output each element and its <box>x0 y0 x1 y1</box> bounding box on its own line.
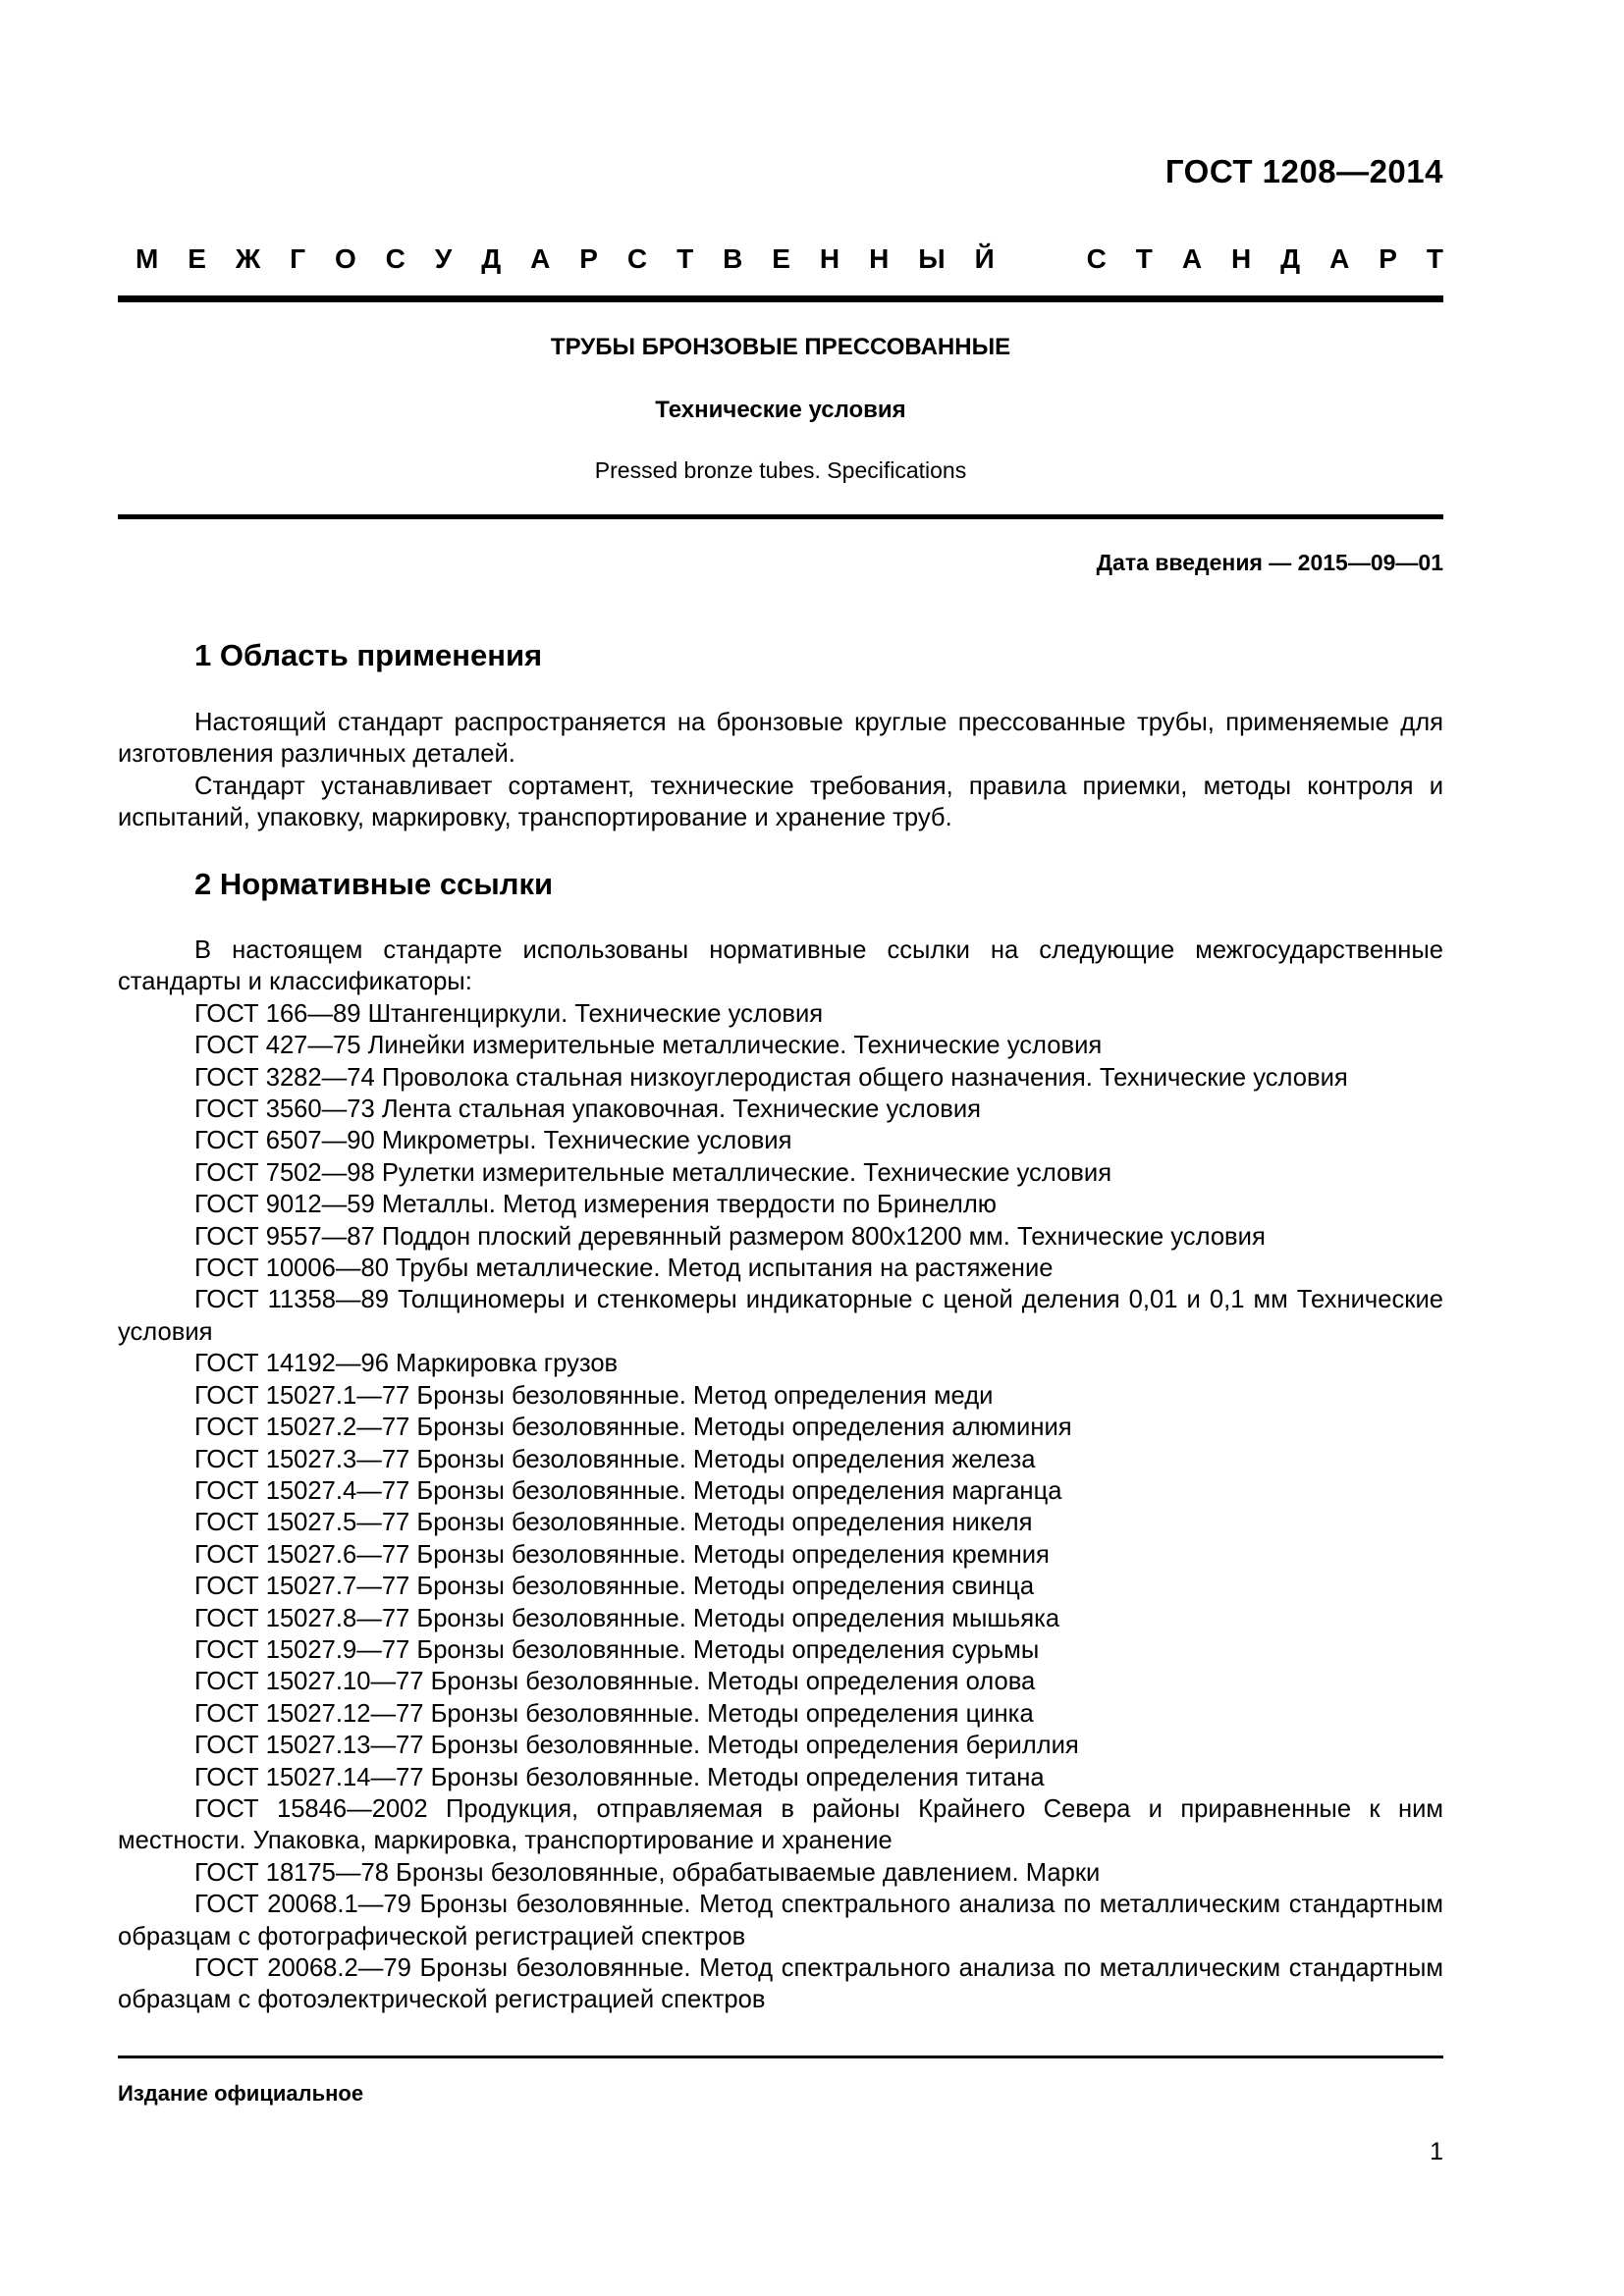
reference-item: ГОСТ 15027.14—77 Бронзы безоловянные. Методы определения титана <box>194 1763 1045 1791</box>
banner-letter: В <box>723 243 743 274</box>
banner-letter: Н <box>869 243 890 274</box>
section-2-heading: 2 Нормативные ссылки <box>194 867 554 901</box>
reference-item: ГОСТ 20068.1—79 Бронзы безоловянные. Метод спектрального анализа по металлическим стандартным образцам с фотографической регистрацией спектров <box>118 1891 1443 1950</box>
banner-letter: Й <box>974 243 995 274</box>
banner-letter: А <box>1329 243 1350 274</box>
standard-code: ГОСТ 1208—2014 <box>1164 153 1443 189</box>
banner-letter: Т <box>677 243 694 274</box>
banner-letter: С <box>1086 243 1107 274</box>
document-title: ТРУБЫ БРОНЗОВЫЕ ПРЕССОВАННЫЕ <box>550 334 1011 360</box>
document-subtitle: Технические условия <box>655 397 906 423</box>
banner-letter: У <box>434 243 453 274</box>
reference-item: ГОСТ 11358—89 Толщиномеры и стенкомеры индикаторные с ценой деления 0,01 и 0,1 мм Технические условия <box>118 1286 1443 1346</box>
reference-item: ГОСТ 15027.10—77 Бронзы безоловянные. Методы определения олова <box>194 1668 1036 1696</box>
reference-item: ГОСТ 3560—73 Лента стальная упаковочная. Технические условия <box>194 1095 982 1124</box>
official-edition-label: Издание официальное <box>118 2081 364 2106</box>
reference-item: ГОСТ 14192—96 Маркировка грузов <box>194 1350 619 1378</box>
banner-letter: Н <box>819 243 840 274</box>
reference-item: ГОСТ 9012—59 Металлы. Метод измерения твердости по Бринеллю <box>194 1191 997 1219</box>
reference-item: ГОСТ 9557—87 Поддон плоский деревянный размером 800х1200 мм. Технические условия <box>194 1222 1266 1251</box>
reference-item: ГОСТ 427—75 Линейки измерительные металлические. Технические условия <box>194 1032 1103 1060</box>
reference-item: ГОСТ 20068.2—79 Бронзы безоловянные. Метод спектрального анализа по металлическим стандартным образцам с фотоэлектрической регистрацией спектров <box>118 1954 1443 2014</box>
interstate-standard-banner <box>135 243 1443 275</box>
reference-item: ГОСТ 15027.7—77 Бронзы безоловянные. Методы определения свинца <box>194 1573 1035 1601</box>
title-rule <box>118 514 1443 519</box>
banner-letter: Д <box>481 243 502 274</box>
banner-letter: Е <box>188 243 206 274</box>
reference-item: ГОСТ 15846—2002 Продукция, отправляемая в районы Крайнего Севера и приравненные к ним местности. Упаковка, маркировка, транспортирование и хранение <box>118 1794 1443 1855</box>
banner-letter: Н <box>1231 243 1252 274</box>
reference-item: ГОСТ 10006—80 Трубы металлические. Метод испытания на растяжение <box>194 1255 1054 1283</box>
banner-letter: Р <box>579 243 598 274</box>
section-2-body <box>118 934 1443 2016</box>
reference-item: ГОСТ 6507—90 Микрометры. Технические условия <box>194 1127 792 1155</box>
paragraph: Стандарт устанавливает сортамент, технические требования, правила приемки, методы контроля и испытаний, упаковку, маркировку, транспортирование и хранение труб. <box>118 772 1443 832</box>
reference-item: ГОСТ 15027.3—77 Бронзы безоловянные. Методы определения железа <box>194 1445 1036 1473</box>
reference-item: ГОСТ 15027.4—77 Бронзы безоловянные. Методы определения марганца <box>194 1476 1062 1505</box>
banner-letter: Т <box>1135 243 1153 274</box>
banner-letter: С <box>385 243 406 274</box>
banner-letter: Т <box>1426 243 1443 274</box>
banner-letter: М <box>135 243 159 274</box>
reference-item: ГОСТ 15027.5—77 Бронзы безоловянные. Методы определения никеля <box>194 1509 1033 1537</box>
word-gap <box>1024 243 1057 275</box>
section-1-heading: 1 Область применения <box>194 638 543 672</box>
reference-item: ГОСТ 15027.6—77 Бронзы безоловянные. Методы определения кремния <box>194 1540 1050 1569</box>
page-number: 1 <box>1430 2138 1443 2165</box>
reference-item: ГОСТ 15027.2—77 Бронзы безоловянные. Методы определения алюминия <box>194 1414 1072 1442</box>
banner-letter: Г <box>290 243 306 274</box>
banner-letter: Д <box>1280 243 1301 274</box>
reference-item: ГОСТ 15027.9—77 Бронзы безоловянные. Методы определения сурьмы <box>194 1635 1040 1664</box>
introduction-date: Дата введения — 2015—09—01 <box>1096 550 1443 575</box>
reference-item: ГОСТ 15027.1—77 Бронзы безоловянные. Метод определения меди <box>194 1381 994 1410</box>
reference-item: ГОСТ 18175—78 Бронзы безоловянные, обрабатываемые давлением. Марки <box>194 1858 1101 1887</box>
paragraph: В настоящем стандарте использованы нормативные ссылки на следующие межгосударственные стандарты и классификаторы: <box>118 936 1443 996</box>
section-1-body <box>118 707 1443 834</box>
english-title: Pressed bronze tubes. Specifications <box>594 457 967 483</box>
header-rule <box>118 295 1443 302</box>
banner-letter: О <box>334 243 356 274</box>
reference-item: ГОСТ 15027.8—77 Бронзы безоловянные. Методы определения мышьяка <box>194 1604 1060 1632</box>
reference-item: ГОСТ 15027.13—77 Бронзы безоловянные. Методы определения бериллия <box>194 1732 1079 1760</box>
banner-letter: Ж <box>235 243 261 274</box>
banner-letter: А <box>1181 243 1203 274</box>
banner-letter: Ы <box>918 243 946 274</box>
banner-letter: С <box>626 243 648 274</box>
paragraph: Настоящий стандарт распространяется на бронзовые круглые прессованные трубы, применяемые для изготовления различных деталей. <box>118 709 1443 769</box>
reference-item: ГОСТ 166—89 Штангенциркули. Технические условия <box>194 999 824 1028</box>
banner-letter: А <box>530 243 551 274</box>
banner-letter: Р <box>1379 243 1397 274</box>
footer-rule <box>118 2056 1443 2058</box>
reference-item: ГОСТ 15027.12—77 Бронзы безоловянные. Методы определения цинка <box>194 1699 1034 1728</box>
reference-item: ГОСТ 3282—74 Проволока стальная низкоуглеродистая общего назначения. Технические условия <box>194 1063 1348 1092</box>
reference-item: ГОСТ 7502—98 Рулетки измерительные металлические. Технические условия <box>194 1158 1112 1187</box>
banner-letter: Е <box>772 243 790 274</box>
